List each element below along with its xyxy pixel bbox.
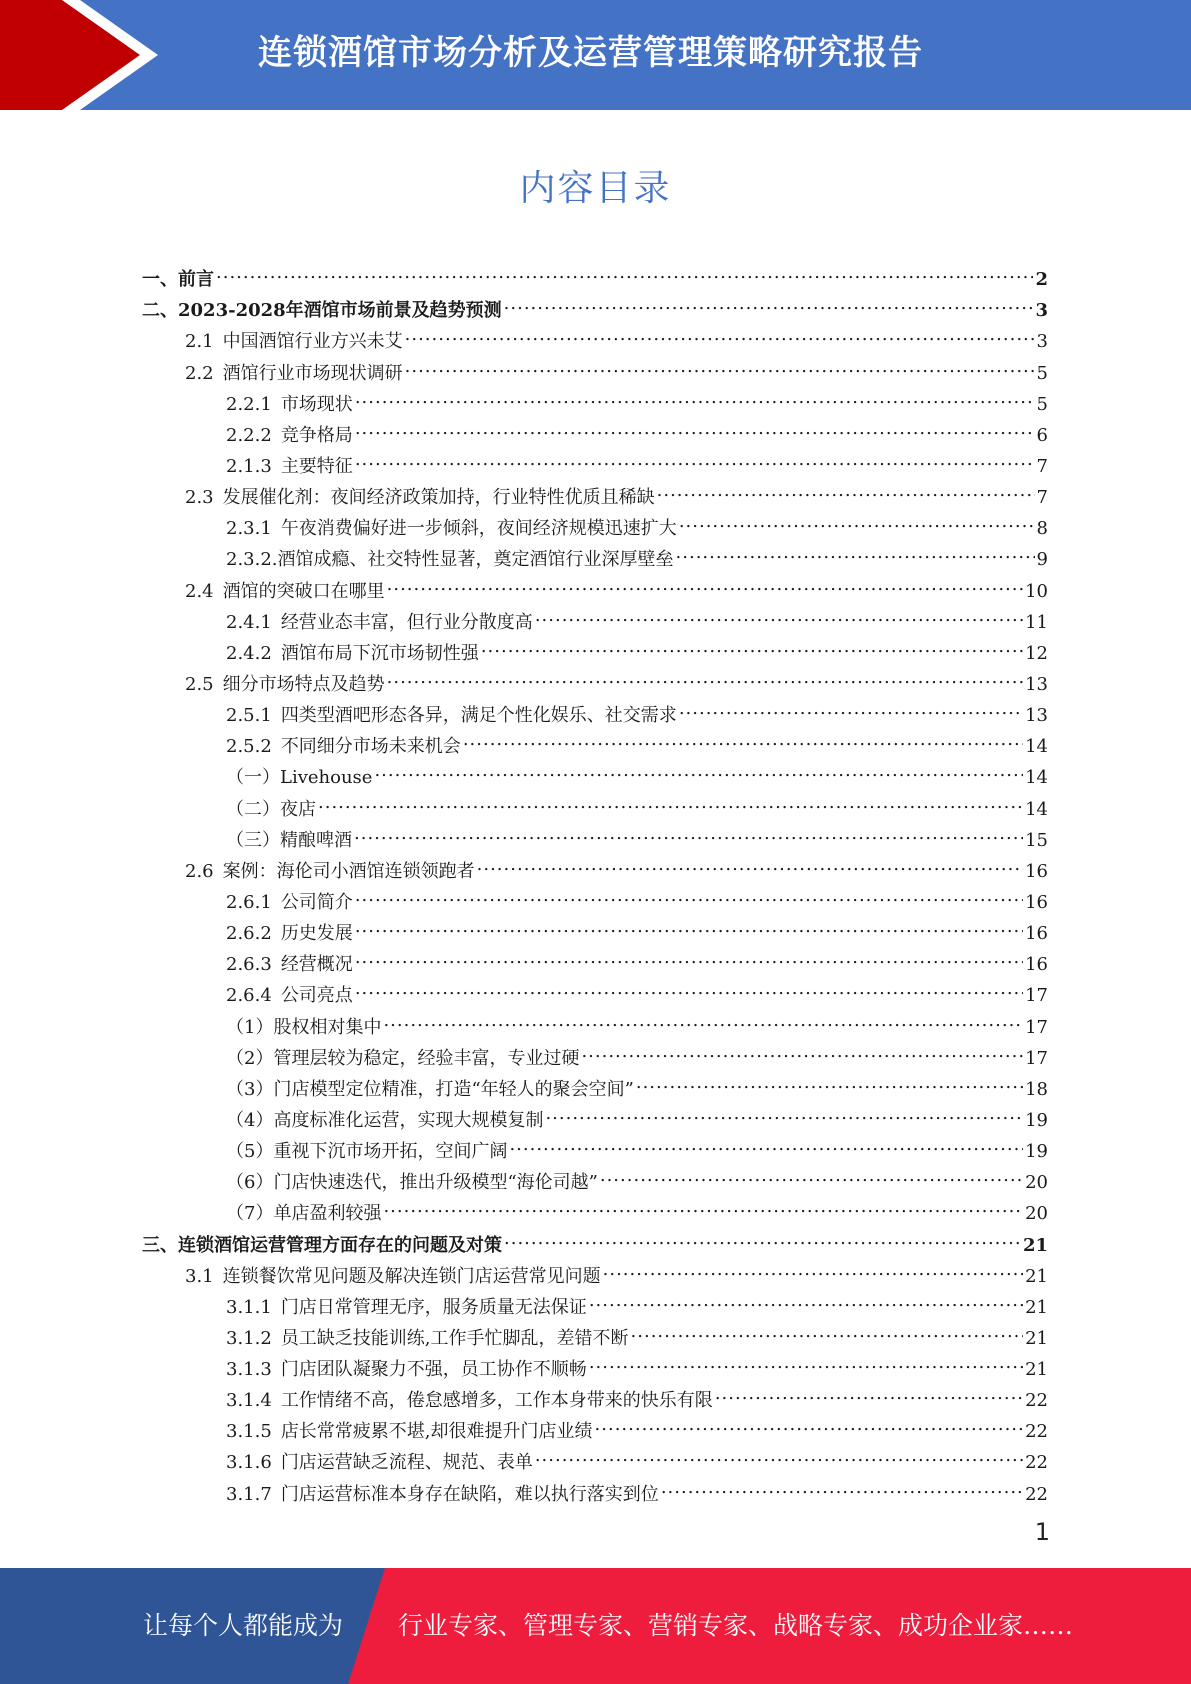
toc-entry-title: 市场现状 (280, 393, 353, 415)
toc-entry-title: 门店快速迭代，推出升级模型“海伦司越” (273, 1172, 598, 1194)
toc-entry-number: （6） (226, 1172, 274, 1194)
toc-entry-number: 3.1.6 (226, 1452, 272, 1474)
toc-dot-leader (387, 565, 1023, 596)
toc-entry-number: 二、 (142, 300, 178, 322)
toc-entry-page: 7 (1036, 487, 1048, 509)
toc-dot-leader (387, 659, 1023, 690)
toc-entry-number: 2.2 (185, 362, 214, 384)
toc-entry-number: 3.1.5 (226, 1421, 272, 1443)
toc-entry-page: 11 (1025, 611, 1048, 633)
toc-dot-leader (374, 752, 1023, 783)
toc-entry-page: 7 (1036, 455, 1048, 477)
toc-dot-leader (355, 441, 1035, 472)
toc-entry-page: 14 (1025, 736, 1048, 758)
toc-entry-title: 主要特征 (280, 455, 353, 477)
toc-entry-number: 3.1.1 (226, 1296, 272, 1318)
toc-entry-number: 2.4.2 (226, 642, 272, 664)
toc-entry-number: 2.2.1 (226, 393, 272, 415)
toc-entry[interactable] (226, 783, 1048, 820)
toc-entry-page: 12 (1025, 642, 1048, 664)
toc-dot-leader (595, 1406, 1024, 1437)
toc-entry-number: 2.4 (185, 580, 214, 602)
toc-dot-leader (535, 1437, 1023, 1468)
toc-entry-number: 三、 (142, 1234, 178, 1256)
toc-dot-leader (589, 1282, 1023, 1313)
toc-entry-title: 前言 (178, 269, 214, 291)
toc-dot-leader (535, 597, 1023, 628)
toc-entry-number: 2.2.2 (226, 424, 272, 446)
toc-entry-title: 门店运营缺乏流程、规范、表单 (280, 1452, 533, 1474)
toc-entry-title: 门店团队凝聚力不强，员工协作不顺畅 (280, 1359, 587, 1381)
toc-entry-title: 精酿啤酒 (280, 829, 352, 851)
toc-dot-leader (355, 939, 1023, 970)
toc-entry-page: 17 (1025, 985, 1048, 1007)
toc-dot-leader (545, 1095, 1023, 1126)
toc-entry-page: 19 (1025, 1109, 1048, 1131)
toc-entry-page: 14 (1025, 798, 1048, 820)
toc-entry-title: 竞争格局 (280, 424, 353, 446)
toc-entry-page: 5 (1036, 362, 1048, 384)
toc-entry-title: 酒馆布局下沉市场韧性强 (280, 642, 479, 664)
toc-dot-leader (715, 1375, 1023, 1406)
toc-dot-leader (600, 1157, 1023, 1188)
toc-dot-leader (405, 316, 1035, 347)
toc-entry-page: 16 (1025, 860, 1048, 882)
toc-entry-page: 15 (1025, 829, 1048, 851)
toc-entry-number: 2.4.1 (226, 611, 272, 633)
toc-entry-title: 工作情绪不高，倦怠感增多，工作本身带来的快乐有限 (280, 1390, 713, 1412)
toc-entry-page: 21 (1025, 1296, 1048, 1318)
toc-entry-title: 四类型酒吧形态各异，满足个性化娱乐、社交需求 (280, 705, 677, 727)
toc-entry-page: 2 (1035, 269, 1048, 291)
toc-dot-leader (631, 1313, 1024, 1344)
toc-entry[interactable] (142, 254, 1048, 291)
toc-entry-title: 公司亮点 (280, 985, 353, 1007)
page-number: 1 (1034, 1518, 1050, 1546)
toc-entry-title: 经营概况 (280, 954, 353, 976)
toc-entry-page: 16 (1025, 891, 1048, 913)
toc-entry-page: 19 (1025, 1141, 1048, 1163)
toc-dot-leader (463, 721, 1023, 752)
toc-entry-number: 3.1 (185, 1265, 214, 1287)
toc-entry-title: Livehouse (280, 767, 373, 789)
page-footer (0, 1568, 1191, 1684)
toc-entry-number: （一） (226, 767, 280, 789)
toc-entry-number: 3.1.2 (226, 1327, 272, 1349)
toc-dot-leader (504, 1219, 1021, 1250)
toc-dot-leader (676, 534, 1035, 565)
toc-entry-title: 发展催化剂：夜间经济政策加持，行业特性优质且稀缺 (222, 487, 655, 509)
toc-dot-leader (509, 1126, 1023, 1157)
page-header (0, 0, 1191, 110)
toc-entry-page: 3 (1035, 300, 1048, 322)
toc-dot-leader (383, 1188, 1023, 1219)
toc-entry-number: 2.5.1 (226, 705, 272, 727)
toc-entry-number: （三） (226, 829, 280, 851)
toc-dot-leader (504, 285, 1034, 316)
toc-entry[interactable] (142, 285, 1048, 322)
toc-entry-page: 22 (1025, 1452, 1048, 1474)
toc-entry-title: 酒馆行业市场现状调研 (222, 362, 403, 384)
toc-entry-title: 重视下沉市场开拓，空间广阔 (273, 1141, 508, 1163)
toc-entry-title: 酒馆的突破口在哪里 (222, 580, 385, 602)
toc-entry-title: 夜店 (280, 798, 316, 820)
toc-entry-title: 历史发展 (280, 923, 353, 945)
toc-entry-page: 18 (1025, 1078, 1048, 1100)
toc-entry-number: 2.6.4 (226, 985, 272, 1007)
toc-entry-page: 16 (1025, 923, 1048, 945)
toc-entry-number: 2.3 (185, 487, 214, 509)
toc-entry-title: 中国酒馆行业方兴未艾 (222, 331, 403, 353)
toc-entry-title: 公司简介 (280, 891, 353, 913)
toc-entry-number: 2.5.2 (226, 736, 272, 758)
toc-entry-number: 3.1.3 (226, 1359, 272, 1381)
toc-heading: 内容目录 (519, 168, 672, 209)
toc-entry-page: 3 (1036, 331, 1048, 353)
toc-dot-leader (679, 690, 1023, 721)
toc-entry-number: （2） (226, 1047, 274, 1069)
toc-entry-title: 员工缺乏技能训练,工作手忙脚乱，差错不断 (280, 1327, 629, 1349)
toc-entry-page: 22 (1025, 1390, 1048, 1412)
toc-dot-leader (636, 1064, 1023, 1095)
toc-entry-page: 5 (1036, 393, 1048, 415)
toc-entry-number: 2.1 (185, 331, 214, 353)
footer-slogan-left: 让每个人都能成为 (143, 1611, 344, 1640)
toc-entry[interactable] (226, 815, 1048, 851)
toc-dot-leader (355, 410, 1035, 441)
toc-dot-leader (589, 1344, 1023, 1375)
toc-entry-number: 2.6.1 (226, 891, 272, 913)
toc-entry-number: （3） (226, 1078, 274, 1100)
toc-entry-number: （7） (226, 1203, 274, 1225)
toc-entry-number: （二） (226, 798, 280, 820)
toc-entry-title: 单店盈利较强 (273, 1203, 382, 1225)
toc-entry-page: 6 (1036, 424, 1048, 446)
toc-entry-number: 2.1.3 (226, 455, 272, 477)
toc-entry-number: （4） (226, 1109, 274, 1131)
toc-entry-page: 16 (1025, 954, 1048, 976)
toc-entry-number: 2.5 (185, 673, 214, 695)
toc-entry-page: 8 (1036, 518, 1048, 540)
toc-entry-page: 14 (1025, 767, 1048, 789)
report-title: 连锁酒馆市场分析及运营管理策略研究报告 (258, 33, 923, 73)
table-of-contents (0, 254, 1191, 1505)
toc-entry-title: 2.3.2.酒馆成瘾、社交特性显著，奠定酒馆行业深厚壁垒 (226, 549, 674, 571)
toc-entry-number: （5） (226, 1141, 274, 1163)
toc-entry-title: 午夜消费偏好进一步倾斜，夜间经济规模迅速扩大 (280, 518, 677, 540)
toc-dot-leader (661, 1468, 1023, 1499)
toc-entry-page: 21 (1025, 1327, 1048, 1349)
toc-entry-number: 2.3.1 (226, 518, 272, 540)
toc-entry-page: 13 (1025, 673, 1048, 695)
toc-entry-title: 管理层较为稳定，经验丰富，专业过硬 (273, 1047, 580, 1069)
toc-entry-number: 2.6.3 (226, 954, 272, 976)
toc-entry-title: 门店日常管理无序，服务质量无法保证 (280, 1296, 587, 1318)
toc-dot-leader (355, 877, 1023, 908)
toc-entry-page: 21 (1025, 1265, 1048, 1287)
footer-slogan-right: 行业专家、管理专家、营销专家、战略专家、成功企业家…… (398, 1611, 1074, 1640)
toc-entry-title: 门店运营标准本身存在缺陷，难以执行落实到位 (280, 1483, 659, 1505)
toc-entry-title: 门店模型定位精准，打造“年轻人的聚会空间” (273, 1078, 634, 1100)
toc-entry-title: 2023-2028年酒馆市场前景及趋势预测 (178, 300, 502, 322)
toc-dot-leader (383, 1001, 1023, 1032)
toc-entry-number: 2.6.2 (226, 923, 272, 945)
toc-entry-page: 17 (1025, 1047, 1048, 1069)
toc-dot-leader (657, 472, 1035, 503)
toc-dot-leader (355, 970, 1023, 1001)
toc-dot-leader (481, 628, 1023, 659)
toc-entry-page: 20 (1025, 1172, 1048, 1194)
toc-entry-page: 10 (1025, 580, 1048, 602)
toc-entry-title: 案例：海伦司小酒馆连锁领跑者 (222, 860, 475, 882)
toc-dot-leader (581, 1033, 1023, 1064)
toc-entry-title: 股权相对集中 (273, 1016, 382, 1038)
toc-entry-page: 22 (1025, 1483, 1048, 1505)
toc-dot-leader (355, 908, 1023, 939)
toc-entry-title: 高度标准化运营，实现大规模复制 (273, 1109, 544, 1131)
toc-dot-leader (405, 347, 1035, 378)
toc-dot-leader (318, 783, 1023, 814)
toc-entry-number: 2.6 (185, 860, 214, 882)
toc-entry-page: 9 (1036, 549, 1048, 571)
toc-entry-number: 3.1.7 (226, 1483, 272, 1505)
toc-entry-number: 一、 (142, 269, 178, 291)
toc-dot-leader (603, 1251, 1023, 1282)
toc-entry-page: 21 (1025, 1359, 1048, 1381)
toc-dot-leader (216, 254, 1033, 285)
toc-entry-page: 13 (1025, 705, 1048, 727)
toc-dot-leader (355, 379, 1035, 410)
toc-entry-title: 店长常常疲累不堪,却很难提升门店业绩 (280, 1421, 593, 1443)
toc-entry-title: 不同细分市场未来机会 (280, 736, 461, 758)
toc-entry-number: 3.1.4 (226, 1390, 272, 1412)
toc-entry-page: 20 (1025, 1203, 1048, 1225)
toc-entry-page: 22 (1025, 1421, 1048, 1443)
toc-entry-number: （1） (226, 1016, 274, 1038)
toc-dot-leader (354, 815, 1023, 846)
toc-entry-title: 连锁餐饮常见问题及解决连锁门店运营常见问题 (222, 1265, 601, 1287)
toc-entry-title: 经营业态丰富，但行业分散度高 (280, 611, 533, 633)
toc-dot-leader (679, 503, 1035, 534)
toc-dot-leader (477, 846, 1023, 877)
toc-entry-page: 21 (1022, 1234, 1048, 1256)
toc-entry-title: 连锁酒馆运营管理方面存在的问题及对策 (178, 1234, 502, 1256)
toc-entry-page: 17 (1025, 1016, 1048, 1038)
toc-entry-title: 细分市场特点及趋势 (222, 673, 385, 695)
